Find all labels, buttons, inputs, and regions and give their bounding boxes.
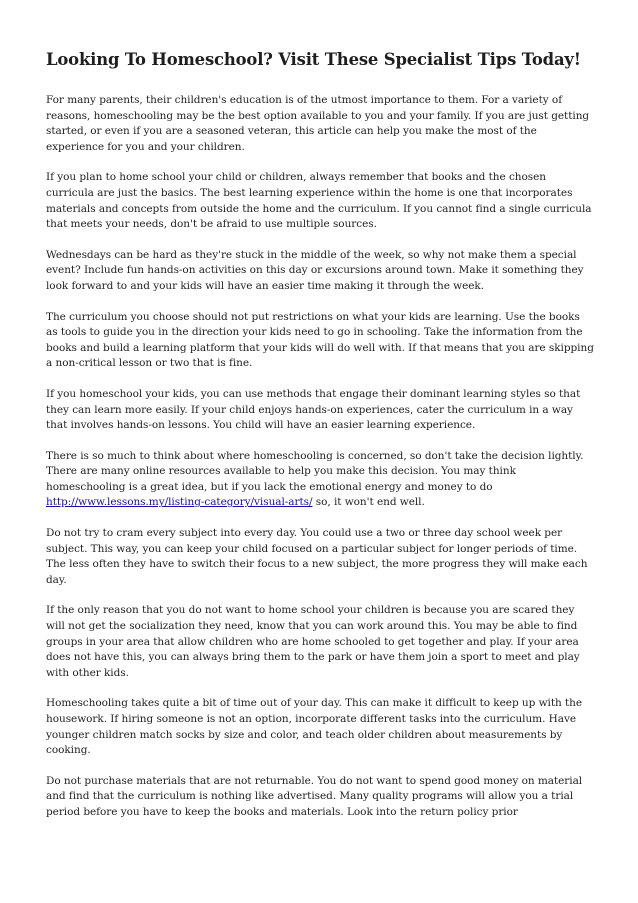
article-title: Looking To Homeschool? Visit These Specialist Tips Today! <box>46 50 581 69</box>
link-paragraph-before: There is so much to think about where homeschooling is concerned, so don't take the decision lightly. There are many online resources available to help you make this decision. You may think homeschooling is a great idea, but if you lack the emotional energy and money to do <box>46 449 584 493</box>
paragraph-learning-styles: If you homeschool your kids, you can use methods that engage their dominant learning styles so that they can learn more easily. If your child enjoys hands-on experiences, cater the curriculum in a way that involves hands-on lessons. You child will have an easier learning experience. <box>46 387 581 432</box>
paragraph-housework: Homeschooling takes quite a bit of time out of your day. This can make it difficult to keep up with the housework. If hiring someone is not an option, incorporate different tasks into the curriculum. Have younger children match socks by size and color, and teach older children about measurements by cooking. <box>46 697 583 757</box>
paragraph-wednesdays: Wednesdays can be hard as they're stuck in the middle of the week, so why not make them a special event? Include fun hands-on activities on this day or excursions around town. Make it something they look forward to and your kids will have an easier time making it through the week. <box>46 248 584 292</box>
visual-arts-link[interactable]: http://www.lessons.my/listing-category/visual-arts/ <box>46 496 313 509</box>
paragraph-curriculum-restrictions: The curriculum you choose should not put restrictions on what your kids are learning. Use the books as tools to guide you in the direction your kids need to go in schooling. Take the information from the books and build a learning platform that your kids will do well with. If that means that you are skipping a non-critical lesson or two that is fine. <box>46 310 594 370</box>
paragraph-online-resources <box>46 449 594 511</box>
paragraph-intro: For many parents, their children's education is of the utmost importance to them. For a variety of reasons, homeschooling may be the best option available to you and your family. If you are just getting started, or even if you are a seasoned veteran, this article can help you make the most of the experience for you and your children. <box>46 94 590 153</box>
paragraph-books-curricula: If you plan to home school your child or children, always remember that books and the chosen curricula are just the basics. The best learning experience within the home is one that incorporates materials and concepts from outside the home and the curriculum. If you cannot find a single curricula that meets your needs, don't be afraid to use multiple sources. <box>46 171 592 231</box>
paragraph-returnable-materials: Do not purchase materials that are not returnable. You do not want to spend good money on material and find that the curriculum is nothing like advertised. Many quality programs will allow you a trial period before you have to keep the books and materials. Look into the return policy prior <box>46 774 583 818</box>
document-page <box>46 48 594 836</box>
paragraph-subject-cramming: Do not try to cram every subject into every day. You could use a two or three day school week per subject. This way, you can keep your child focused on a particular subject for longer periods of time. The less often they have to switch their focus to a new subject, the more progress they will make each day. <box>46 527 588 586</box>
paragraph-socialization: If the only reason that you do not want to home school your children is because you are scared they will not get the socialization they need, know that you can work around this. You may be able to find groups in your area that allow children who are home schooled to get together and play. If your area does not have this, you can always bring them to the park or have them join a sport to meet and play with other kids. <box>46 604 580 679</box>
link-paragraph-after: so, it won't end well. <box>312 496 425 509</box>
